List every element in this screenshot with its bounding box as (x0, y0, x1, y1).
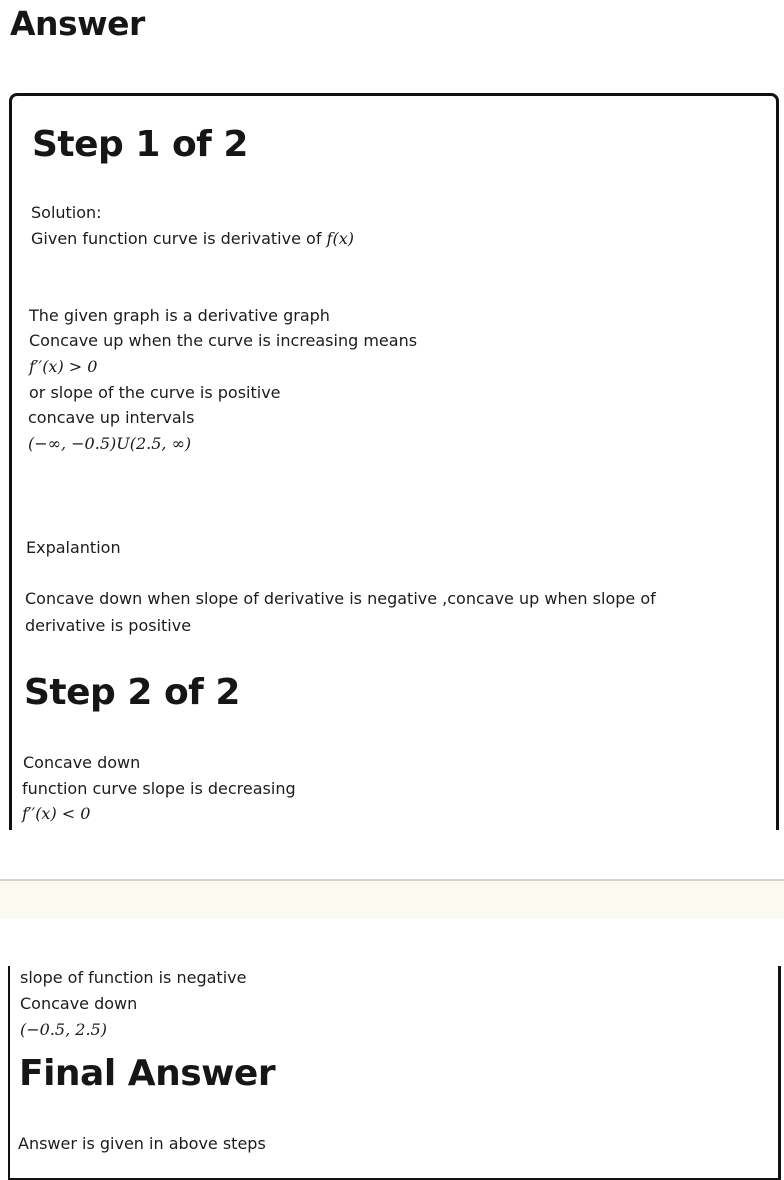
concave-down-condition: f′′(x) < 0 (22, 804, 91, 823)
page-break-gap (0, 830, 784, 880)
step2-text-line: Concave down (20, 994, 138, 1013)
final-answer-text: Answer is given in above steps (18, 1134, 266, 1153)
concave-down-interval: (−0.5, 2.5) (20, 1020, 107, 1039)
step2-text-line: function curve slope is decreasing (22, 779, 296, 798)
step1-text-line: concave up intervals (28, 408, 195, 427)
step2-text-line: slope of function is negative (20, 968, 247, 987)
given-function-line (31, 229, 354, 248)
page-title: Answer (10, 4, 145, 43)
step1-text-line: The given graph is a derivative graph (29, 306, 330, 325)
given-function-math: f(x) (326, 229, 354, 248)
explanation-label: Expalantion (26, 538, 121, 557)
page-divider (0, 879, 784, 919)
explanation-line: Concave down when slope of derivative is negative ,concave up when slope of (25, 589, 656, 608)
step2-text-line: Concave down (23, 753, 141, 772)
final-answer-heading: Final Answer (19, 1053, 276, 1094)
solution-card (9, 93, 779, 853)
explanation-line: derivative is positive (25, 616, 192, 635)
given-function-text: Given function curve is derivative of (31, 229, 327, 248)
step2-heading: Step 2 of 2 (24, 672, 240, 713)
step1-text-line: or slope of the curve is positive (29, 383, 281, 402)
step1-text-line: Concave up when the curve is increasing means (29, 331, 418, 350)
step1-heading: Step 1 of 2 (32, 124, 248, 165)
concave-up-intervals: (−∞, −0.5)U(2.5, ∞) (28, 434, 192, 453)
solution-label: Solution: (31, 203, 102, 222)
concave-up-condition: f′′(x) > 0 (29, 357, 98, 376)
